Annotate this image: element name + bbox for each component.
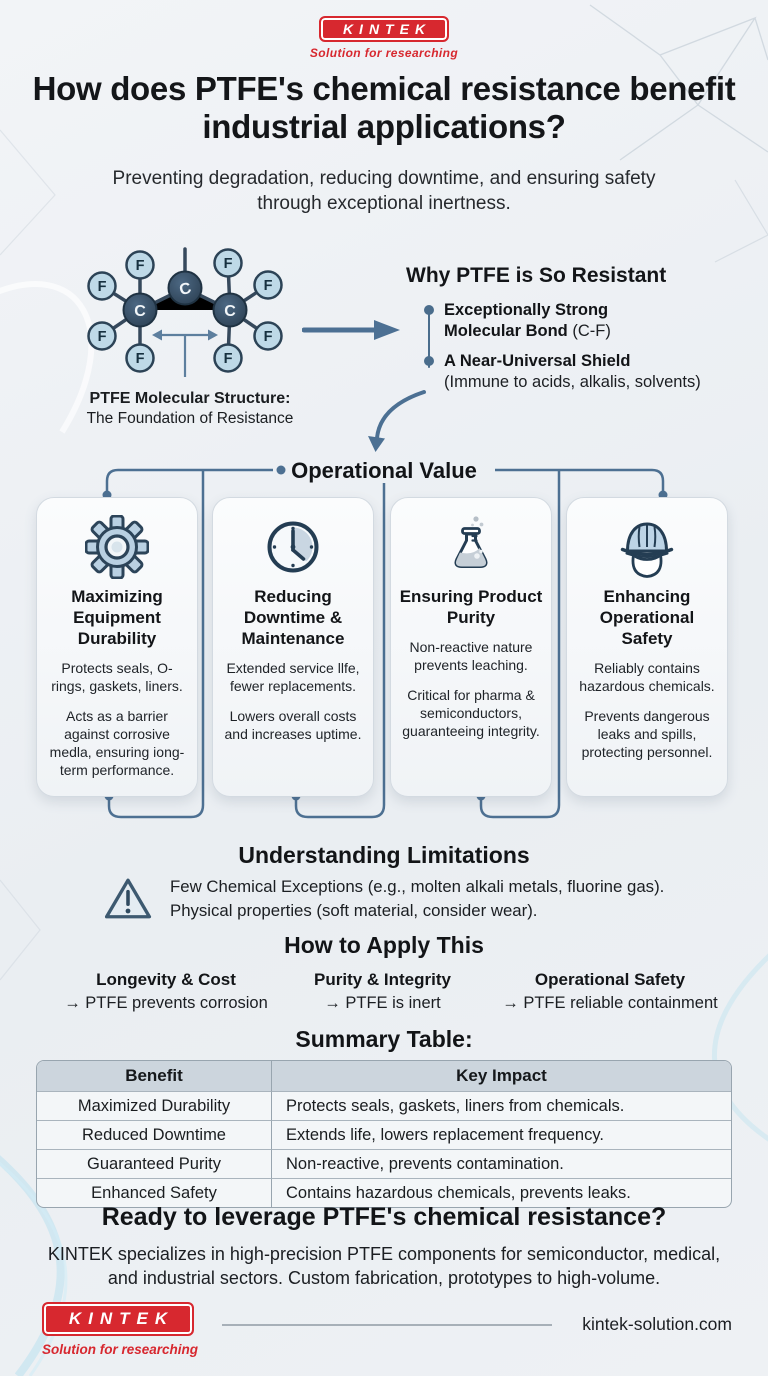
molecule-caption <box>20 388 360 430</box>
kintek-logo-text: KINTEK <box>68 1309 175 1328</box>
flask-icon <box>399 514 543 580</box>
card-body: Reliably contains hazardous chemicals. <box>579 660 715 695</box>
resistance-bullet-1: Exceptionally Strong Molecular Bond (C-F) <box>424 300 743 342</box>
card-body: Critical for pharma & semiconductors, guaranteeing integrity. <box>402 686 540 739</box>
website-link[interactable]: kintek-solution.com <box>582 1314 732 1334</box>
footer-divider <box>222 1324 552 1326</box>
table-row <box>37 1091 731 1120</box>
svg-text:F: F <box>263 278 273 294</box>
kintek-logo <box>319 16 449 42</box>
card-operational-safety <box>566 497 728 797</box>
cell-benefit: Enhanced Safety <box>37 1178 271 1207</box>
svg-text:F: F <box>97 279 107 295</box>
operational-value-title: Operational Value <box>291 458 477 483</box>
resistance-panel <box>398 264 743 402</box>
limitations-heading: Understanding Limitations <box>238 842 530 868</box>
card-title: Enhancing Operational Safety <box>599 587 695 649</box>
svg-text:F: F <box>263 329 273 345</box>
card-title: Reducing Downtime & Maintenance <box>241 587 345 649</box>
svg-text:F: F <box>97 329 107 345</box>
summary-table-section <box>0 1026 768 1202</box>
kintek-logo-text: KINTEK <box>342 21 432 37</box>
card-body: Non-reactive nature prevents leaching. <box>409 639 533 674</box>
card-product-purity <box>390 497 552 797</box>
cell-impact: Extends life, lowers replacement frequency. <box>271 1120 731 1149</box>
table-header-impact: Key Impact <box>271 1061 731 1091</box>
limitations-text <box>170 875 664 923</box>
molecule-section <box>0 238 768 452</box>
card-body: Prevents dangerous leaks and spills, protecting personnel. <box>581 707 713 760</box>
card-title: Ensuring Product Purity <box>399 587 543 628</box>
limitations-section <box>0 842 768 920</box>
brand-tagline-footer: Solution for researching <box>41 1342 199 1357</box>
svg-text:F: F <box>135 351 145 367</box>
brand-tagline: Solution for researching <box>309 46 459 60</box>
page-title: How does PTFE's chemical resistance benefit industrial applications? <box>32 70 736 146</box>
svg-text:F: F <box>223 256 233 272</box>
summary-table-heading: Summary Table: <box>295 1026 473 1052</box>
table-header-benefit: Benefit <box>37 1061 271 1091</box>
card-maximizing-durability <box>36 497 198 797</box>
card-body: Extended service llfe, fewer replacements. <box>226 660 360 695</box>
warning-icon <box>104 877 152 921</box>
limitations-line-1: Few Chemical Exceptions (e.g., molten alkali metals, fluorine gas). <box>170 877 665 896</box>
svg-text:F: F <box>135 258 145 274</box>
table-row <box>37 1120 731 1149</box>
kintek-logo-footer <box>42 1302 194 1336</box>
apply-col-safety: Operational Safety → PTFE reliable containment <box>502 970 718 1012</box>
clock-icon <box>221 514 365 580</box>
cell-impact: Contains hazardous chemicals, prevents leaks. <box>271 1178 731 1207</box>
apply-section <box>0 932 768 1012</box>
gear-icon <box>45 514 189 580</box>
molecule-caption-sub: The Foundation of Resistance <box>86 410 294 428</box>
arrow-right-icon <box>302 318 402 342</box>
footer <box>0 1296 768 1376</box>
limitations-line-2: Physical properties (soft material, consider wear). <box>170 900 538 920</box>
cell-impact: Non-reactive, prevents contamination. <box>271 1149 731 1178</box>
table-row <box>37 1149 731 1178</box>
ptfe-molecule-diagram <box>56 246 326 391</box>
apply-col-longevity: Longevity & Cost → PTFE prevents corrosion <box>64 970 268 1012</box>
cell-benefit: Reduced Downtime <box>37 1120 271 1149</box>
header-logo <box>0 16 768 60</box>
cta-section <box>0 1203 768 1291</box>
svg-text:C: C <box>224 303 236 320</box>
apply-col-purity: Purity & Integrity → PTFE is inert <box>314 970 451 1012</box>
resistance-bullet-2: A Near-Universal Shield (Immune to acids, alkalis, solvents) <box>424 351 743 393</box>
svg-text:C: C <box>134 303 146 320</box>
resistance-bullets <box>424 300 743 393</box>
card-body: Acts as a barrier against corrosive medla, ensuring iong-term performance. <box>49 707 185 779</box>
cell-benefit: Guaranteed Purity <box>37 1149 271 1178</box>
svg-text:C: C <box>177 279 194 300</box>
card-body: Protects seals, O-rings, gaskets, liners. <box>51 660 183 695</box>
cta-body: KINTEK specializes in high-precision PTFE components for semiconductor, medical, and industrial sectors. Custom fabrication, prototypes to high-volume. <box>47 1244 721 1289</box>
operational-value-section <box>0 445 768 845</box>
hardhat-icon <box>575 514 719 580</box>
resistance-heading: Why PTFE is So Resistant <box>406 264 667 287</box>
molecule-caption-bold: PTFE Molecular Structure: <box>89 390 291 407</box>
card-reducing-downtime <box>212 497 374 797</box>
cta-heading: Ready to leverage PTFE's chemical resistance? <box>101 1203 667 1231</box>
cell-impact: Protects seals, gaskets, liners from chemicals. <box>271 1091 731 1120</box>
card-body: Lowers overall costs and increases uptime. <box>224 707 362 742</box>
arrow-curved-down-icon <box>352 384 432 454</box>
apply-heading: How to Apply This <box>284 932 484 958</box>
table-header-row <box>37 1061 731 1091</box>
page-subtitle: Preventing degradation, reducing downtime, and ensuring safety through exceptional inertness. <box>112 168 656 215</box>
card-title: Maximizing Equipment Durability <box>71 587 163 649</box>
summary-table <box>36 1060 732 1208</box>
svg-text:F: F <box>223 351 233 367</box>
cell-benefit: Maximized Durability <box>37 1091 271 1120</box>
